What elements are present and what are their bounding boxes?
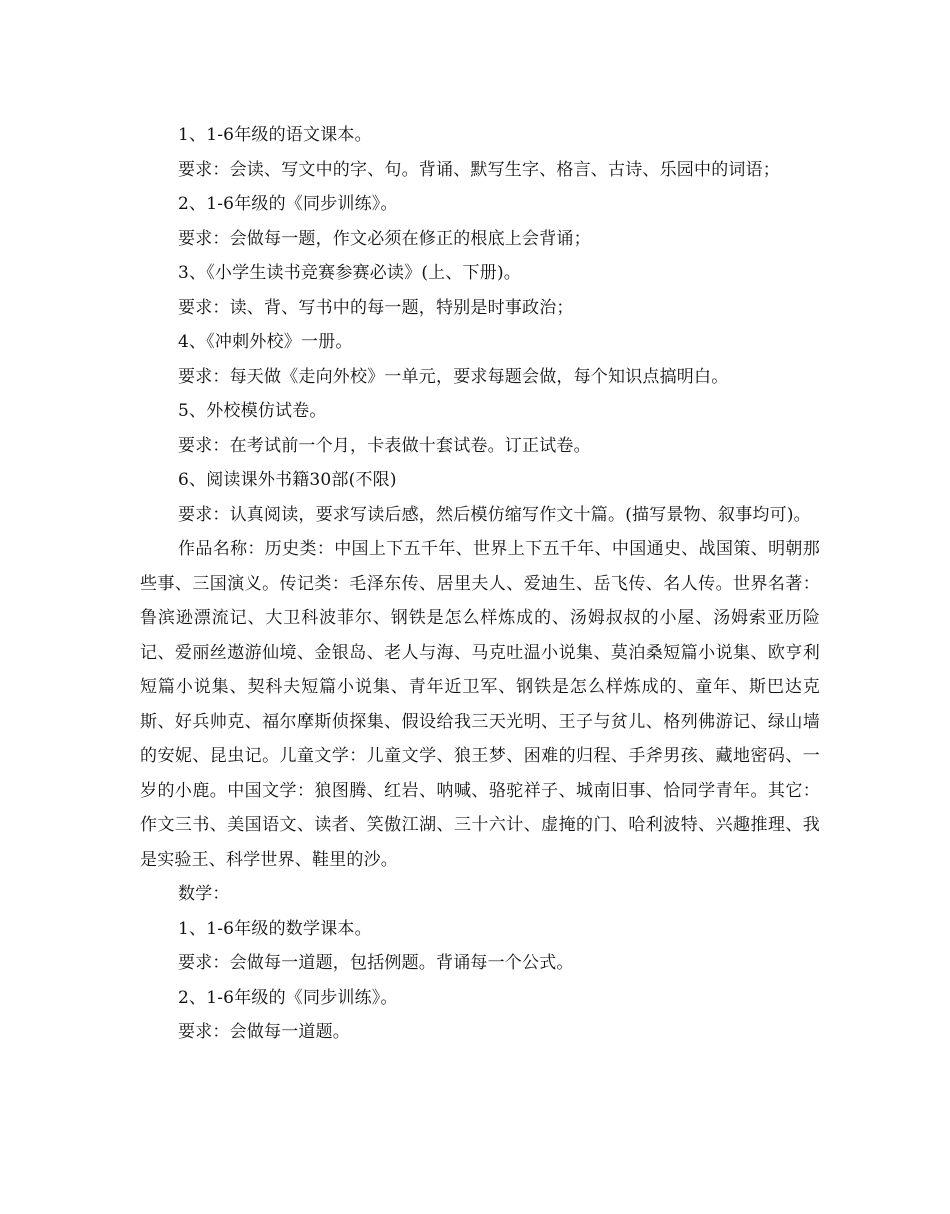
paragraph-math-requirement-1: 要求：会做每一道题，包括例题。背诵每一个公式。	[178, 953, 574, 973]
paragraph-extra-reading: 6、阅读课外书籍30部(不限)	[178, 470, 397, 490]
paragraph-sync-training: 2、1-6年级的《同步训练》。	[178, 194, 398, 214]
paragraph-math-textbook: 1、1-6年级的数学课本。	[178, 918, 372, 939]
paragraph-requirement-1: 要求：会读、写文中的字、句。背诵、默写生字、格言、古诗、乐园中的词语；	[178, 159, 780, 180]
paragraph-requirement-3: 要求：读、背、写书中的每一题，特别是时事政治；	[178, 297, 574, 318]
paragraph-requirement-6: 要求：认真阅读，要求写读后感，然后模仿缩写作文十篇。(描写景物、叙事均可)。	[178, 504, 811, 525]
paragraph-math-requirement-2: 要求：会做每一道题。	[178, 1022, 350, 1042]
paragraph-math-sync-training: 2、1-6年级的《同步训练》。	[178, 987, 398, 1008]
paragraph-requirement-2: 要求：会做每一题，作文必须在修正的根底上会背诵；	[178, 228, 591, 249]
paragraph-mock-exam: 5、外校模仿试卷。	[178, 401, 327, 421]
section-heading-math: 数学：	[178, 884, 230, 904]
document-body	[140, 118, 820, 1050]
paragraph-requirement-4: 要求：每天做《走向外校》一单元，要求每题会做，每个知识点搞明白。	[178, 366, 729, 387]
paragraph-book-list: 作品名称：历史类：中国上下五千年、世界上下五千年、中国通史、战国策、明朝那些事、三国演义。传记类：毛泽东传、居里夫人、爱迪生、岳飞传、名人传。世界名著：鲁滨逊漂流记、大卫科波菲尔、钢铁是怎么样炼成的、汤姆叔叔的小屋、汤姆索亚历险记、爱丽丝遨游仙境、金银岛、老人与海、马克吐温小说集、莫泊桑短篇小说集、欧亨利短篇小说集、契科夫短篇小说集、青年近卫军、钢铁是怎么样炼成的、童年、斯巴达克斯、好兵帅克、福尔摩斯侦探集、假设给我三天光明、王子与贫儿、格列佛游记、绿山墙的安妮、昆虫记。儿童文学：儿童文学、狼王梦、困难的归程、手斧男孩、藏地密码、一岁的小鹿。中国文学：狼图腾、红岩、呐喊、骆驼祥子、城南旧事、恰同学青年。其它：作文三书、美国语文、读者、笑傲江湖、三十六计、虚掩的门、哈利波特、兴趣推理、我是实验王、科学世界、鞋里的沙。	[140, 539, 820, 870]
paragraph-reading-contest: 3、《小学生读书竞赛参赛必读》(上、下册)。	[178, 263, 521, 283]
paragraph-chinese-textbook: 1、1-6年级的语文课本。	[178, 125, 372, 145]
paragraph-requirement-5: 要求：在考试前一个月，卡表做十套试卷。订正试卷。	[178, 435, 591, 456]
paragraph-sprint-book: 4、《冲刺外校》一册。	[178, 332, 353, 352]
